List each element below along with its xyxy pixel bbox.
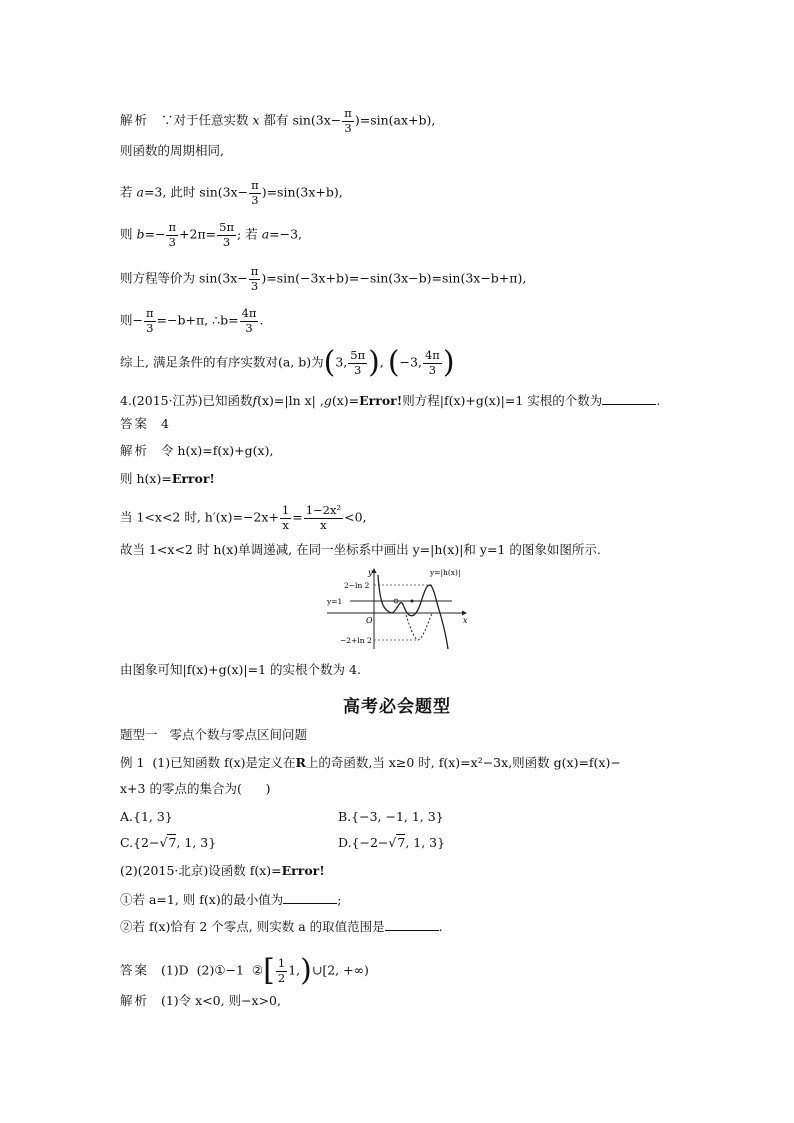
line-6: 则− $\frac{\pi}{3}$ =−b+π, ∴b= $\frac{4\pi}{3}$ . [120, 306, 264, 335]
line-13: 故当 1<x<2 时 h(x)单调递减, 在同一坐标系中画出 y=|h(x)|和 y=1 的图象如图所示. [120, 542, 601, 557]
answer-label: 答案 4 [120, 416, 169, 431]
curve-reflected [406, 613, 432, 640]
fraction: $\frac{\pi}{3}$ [145, 306, 154, 335]
answer-line: 答案 (1)D (2)①−1 ②[ $\frac{1}{2}$ 1,)∪[2, +∞) [120, 953, 369, 988]
fraction: $\frac{5\pi}{3}$ [219, 220, 235, 249]
answer-blank [602, 392, 656, 405]
function-graph [322, 565, 472, 655]
fraction: $\frac{1}{2}$ [277, 956, 286, 985]
graph-label-curve: y=|h(x)| [430, 568, 461, 577]
graph-label-x: x [463, 616, 468, 625]
fraction: $\frac{4\pi}{3}$ [241, 306, 257, 335]
graph-label-origin: O [366, 616, 373, 625]
fraction: $\frac{\pi}{3}$ [344, 106, 352, 135]
example-1-part-2: (2)(2015·北京)设函数 f(x)=Error! [120, 863, 325, 878]
fraction: $\frac{\pi}{3}$ [250, 264, 259, 293]
question-4: 4.(2015·江苏)已知函数f(x)=|ln x| ,g(x)=Error!则方程|f(x)+g(x)|=1 实根的个数为 . [120, 393, 661, 408]
section-title: 高考必会题型 [343, 697, 451, 717]
line-3: 若 a=3, 此时 sin(3x− $\frac{\pi}{3}$ )=sin(3x+b), [120, 178, 343, 207]
line-7: 综上, 满足条件的有序实数对(a, b)为(3, $\frac{5\pi}{3}$ ), (−3, $\frac{4\pi}{3}$ ) [120, 345, 455, 380]
fraction: $\frac{\pi}{3}$ [168, 220, 177, 249]
analysis-line-2: 解析 (1)令 x<0, 则−x>0, [120, 993, 281, 1008]
line-12: 当 1<x<2 时, h′(x)=−2x+ $\frac{1}{x}$ = $\frac{\text{1−2x²}}{x}$ <0, [120, 503, 367, 532]
line-11: 则 h(x)=Error! [120, 471, 215, 486]
example-1: 例 1 (1)已知函数 f(x)是定义在R上的奇函数,当 x≥0 时, f(x)=x²−3x,则函数 g(x)=f(x)− [120, 755, 621, 770]
line-5: 则方程等价为 sin(3x− $\frac{\pi}{3}$ )=sin(−3x+b)=−sin(3x−b)=sin(3x−b+π), [120, 264, 527, 293]
problem-type-heading: 题型一 零点个数与零点区间问题 [120, 727, 307, 742]
curve-abs-h [378, 575, 448, 649]
fraction: $\frac{\pi}{3}$ [251, 178, 259, 207]
line-17: x+3 的零点的集合为( ) [120, 781, 271, 796]
line-14: 由图象可知|f(x)+g(x)|=1 的实根个数为 4. [120, 662, 361, 677]
option-b: B.{−3, −1, 1, 3} [338, 809, 444, 824]
graph-label-y: y [368, 568, 373, 577]
line-2: 则函数的周期相同, [120, 143, 224, 158]
option-d: D.{−2−√7, 1, 3} [338, 835, 446, 850]
graph-label-y1: y=1 [327, 597, 343, 606]
graph-label-bottom: −2+ln 2 [340, 636, 372, 645]
fraction: $\frac{1}{x}$ [281, 503, 290, 532]
fraction: $\frac{5\pi}{3}$ [350, 348, 366, 377]
subquestion-1: ①若 a=1, 则 f(x)的最小值为 ; [120, 892, 342, 907]
line-1: 解析 ∵对于任意实数 x 都有 sin(3x− $\frac{\pi}{3}$ )=sin(ax+b), [120, 106, 436, 135]
option-c: C.{2−√7, 1, 3} [120, 835, 217, 850]
line-4: 则 b=− $\frac{\pi}{3}$ +2π= $\frac{5\pi}{3}$ ; 若 a=−3, [120, 220, 303, 249]
option-a: A.{1, 3} [120, 809, 173, 824]
answer-blank [385, 918, 439, 931]
subquestion-2: ②若 f(x)恰有 2 个零点, 则实数 a 的取值范围是 . [120, 919, 443, 934]
fraction: $\frac{4\pi}{3}$ [424, 348, 440, 377]
answer-blank [283, 891, 337, 904]
graph-label-top: 2−ln 2 [344, 581, 370, 590]
analysis-line: 解析 令 h(x)=f(x)+g(x), [120, 443, 274, 458]
fraction: $\frac{\text{1−2x²}}{x}$ [305, 503, 342, 532]
